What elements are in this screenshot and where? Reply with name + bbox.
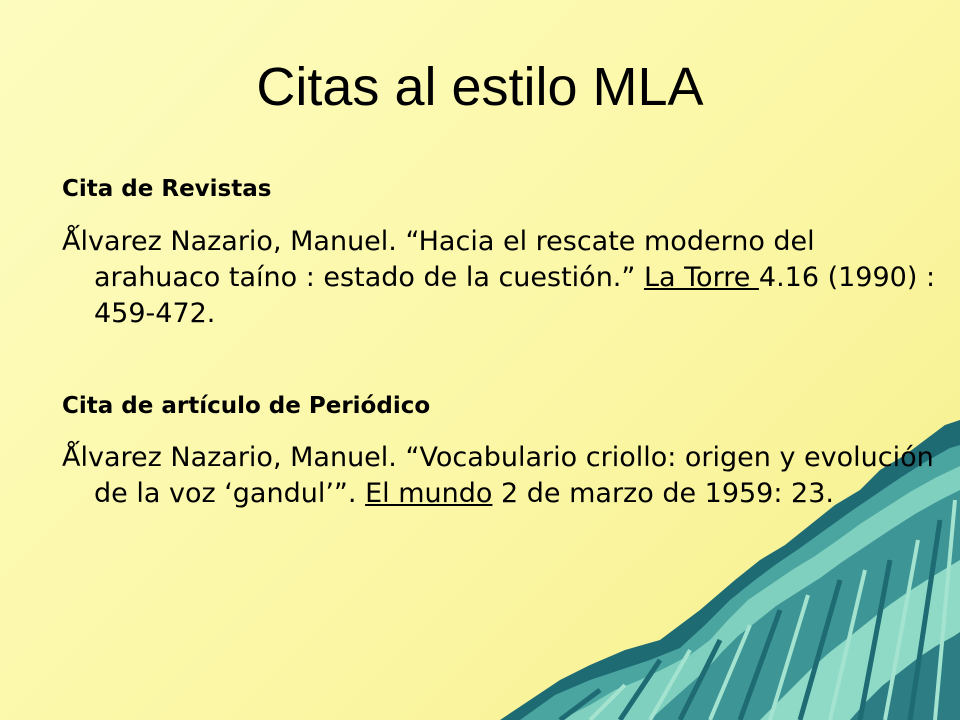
slide-title: Citas al estilo MLA — [256, 57, 704, 117]
section-heading-periodico: Cita de artículo de Periódico — [62, 393, 431, 419]
citation-source: El mundo — [365, 478, 493, 509]
citation-article: “Vocabulario criollo: origen y evolución de la voz ‘gandul’”. — [94, 442, 934, 509]
section-heading-revistas: Cita de Revistas — [62, 176, 272, 202]
citation-author: Ǻlvarez Nazario, Manuel. — [62, 442, 397, 473]
citation-periodico — [62, 440, 944, 512]
citation-revista — [62, 224, 944, 332]
citation-details: 2 de marzo de 1959: 23. — [492, 478, 834, 509]
citation-source: La Torre — [643, 262, 759, 293]
citation-details: 4.16 (1990) : 459-472. — [94, 262, 936, 329]
citation-article: “Hacia el rescate moderno del arahuaco taíno : estado de la cuestión.” — [94, 226, 815, 293]
citation-author: Ǻlvarez Nazario, Manuel. — [62, 226, 397, 257]
